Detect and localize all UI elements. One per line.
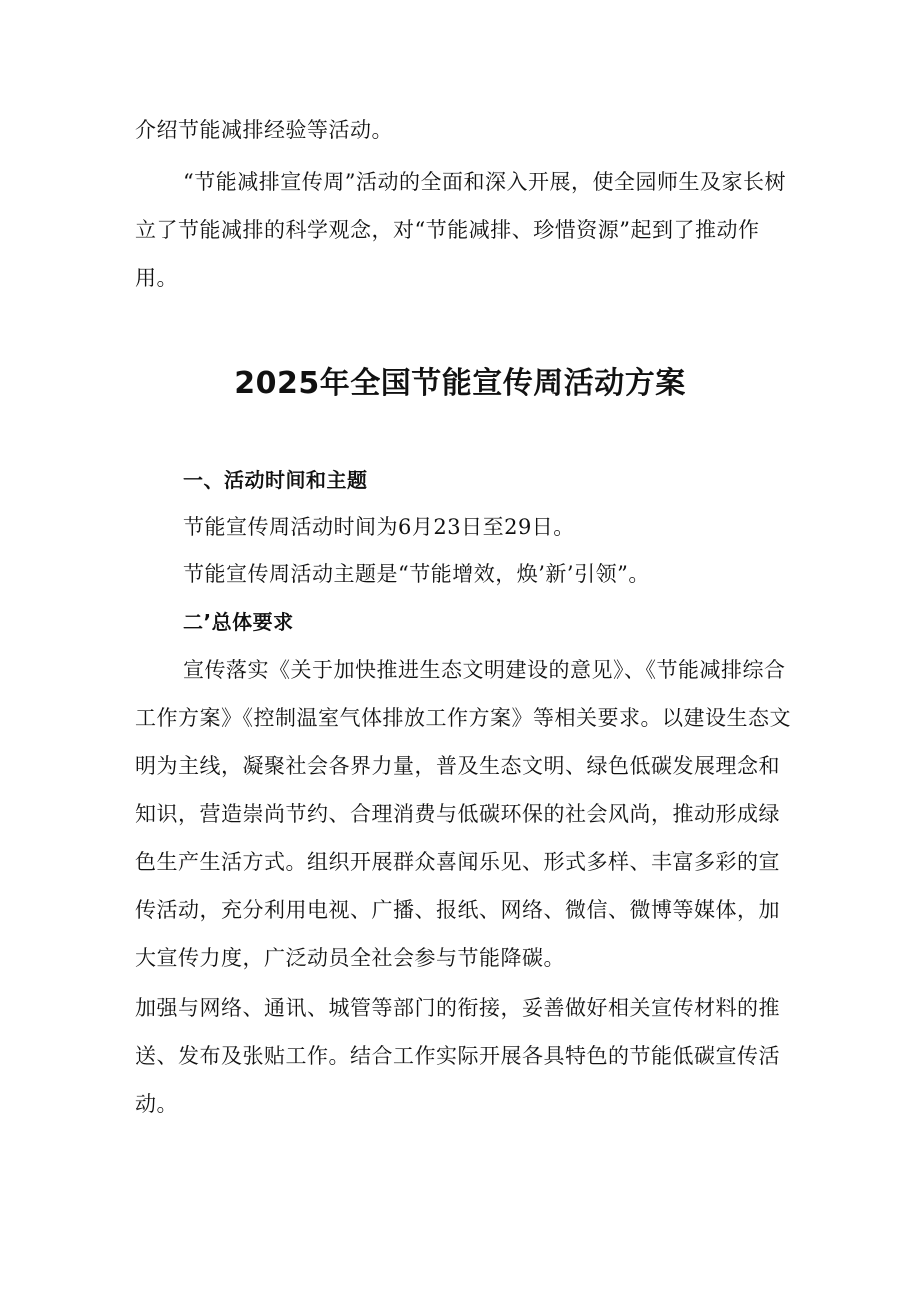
requirements-paragraph: 宣传落实《关于加快推进生态文明建设的意见》、《节能减排综合工作方案》《控制温室气体排放工作方案》等相关要求。以建设生态文明为主线，凝聚社会各界力量，普及生态文明、绿色低碳发展理念和知识，营造崇尚节约、合理消费与低碳环保的社会风尚，推动形成绿色生产生活方式。组织开展群众喜闻乐见、形式多样、丰富多彩的宣传活动，充分利用电视、广播、报纸、网络、微信、微博等媒体，加大宣传力度，广泛动员全社会参与节能降碳。 (135, 658, 791, 970)
section1-heading: 一、活动时间和主题 (183, 468, 368, 492)
intro-paragraph: “节能减排宣传周”活动的全面和深入开展，使全园师生及家长树立了节能减排的科学观念，对“节能减排、珍惜资源”起到了推动作用。 (135, 170, 786, 290)
activity-time-line: 节能宣传周活动时间为6月23日至29日。 (183, 515, 575, 539)
intro-end-line: 介绍节能减排经验等活动。 (135, 118, 393, 142)
page-title: 2025年全国节能宣传周活动方案 (234, 366, 686, 401)
section2-heading: 二’总体要求 (183, 610, 294, 634)
activity-theme-line: 节能宣传周活动主题是“节能增效，焕’新’引领”。 (183, 562, 650, 586)
coordination-paragraph: 加强与网络、通讯、城管等部门的衔接，妥善做好相关宣传材料的推送、发布及张贴工作。结合工作实际开展各具特色的节能低碳宣传活动。 (135, 996, 780, 1116)
